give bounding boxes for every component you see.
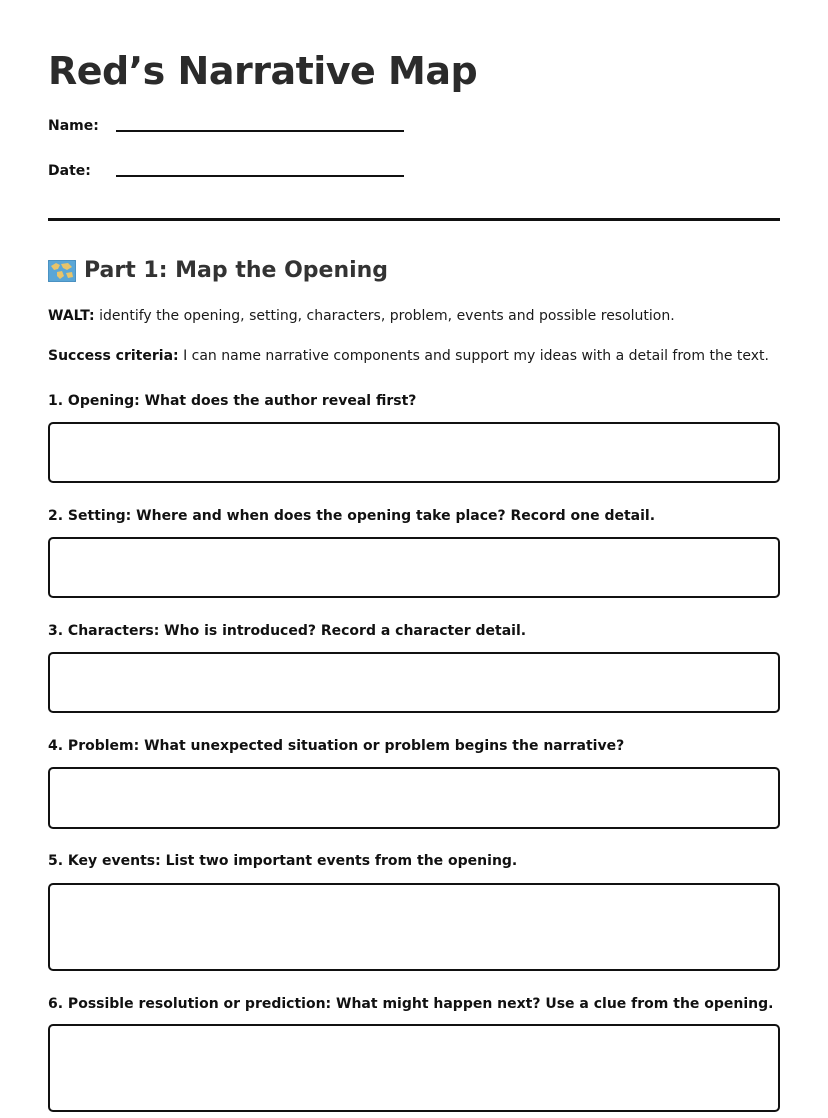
name-label: Name: [48, 118, 99, 134]
question-3-prompt: 3. Characters: Who is introduced? Record a character detail. [48, 623, 527, 639]
question-2-prompt: 2. Setting: Where and when does the opening take place? Record one detail. [48, 508, 656, 524]
date-label: Date: [48, 163, 91, 179]
walt-text: identify the opening, setting, characters, problem, events and possible resolution. [94, 308, 675, 324]
success-criteria-label: Success criteria: [48, 348, 179, 364]
name-field[interactable] [116, 130, 404, 132]
question-6-prompt: 6. Possible resolution or prediction: What might happen next? Use a clue from the opening. [48, 996, 774, 1012]
worksheet-title: Red’s Narrative Map [48, 49, 478, 93]
question-3-answer-box[interactable] [48, 652, 780, 713]
world-map-icon [48, 260, 76, 282]
name-field-row [48, 117, 408, 141]
walt-label: WALT: [48, 308, 95, 324]
section-divider [48, 218, 780, 221]
question-4-answer-box[interactable] [48, 767, 780, 829]
part1-heading-text: Part 1: Map the Opening [84, 258, 389, 283]
walt-statement [48, 307, 675, 325]
question-2-answer-box[interactable] [48, 537, 780, 598]
question-5-answer-box[interactable] [48, 883, 780, 971]
question-1-answer-box[interactable] [48, 422, 780, 483]
question-5-prompt: 5. Key events: List two important events from the opening. [48, 853, 518, 869]
success-criteria [48, 347, 769, 365]
question-6-answer-box[interactable] [48, 1024, 780, 1112]
question-4-prompt: 4. Problem: What unexpected situation or problem begins the narrative? [48, 738, 625, 754]
success-criteria-text: I can name narrative components and support my ideas with a detail from the text. [178, 348, 769, 364]
worksheet-page [48, 0, 780, 1118]
question-1-prompt: 1. Opening: What does the author reveal first? [48, 393, 417, 409]
date-field[interactable] [116, 175, 404, 177]
date-field-row [48, 162, 408, 186]
part1-heading [48, 256, 388, 286]
